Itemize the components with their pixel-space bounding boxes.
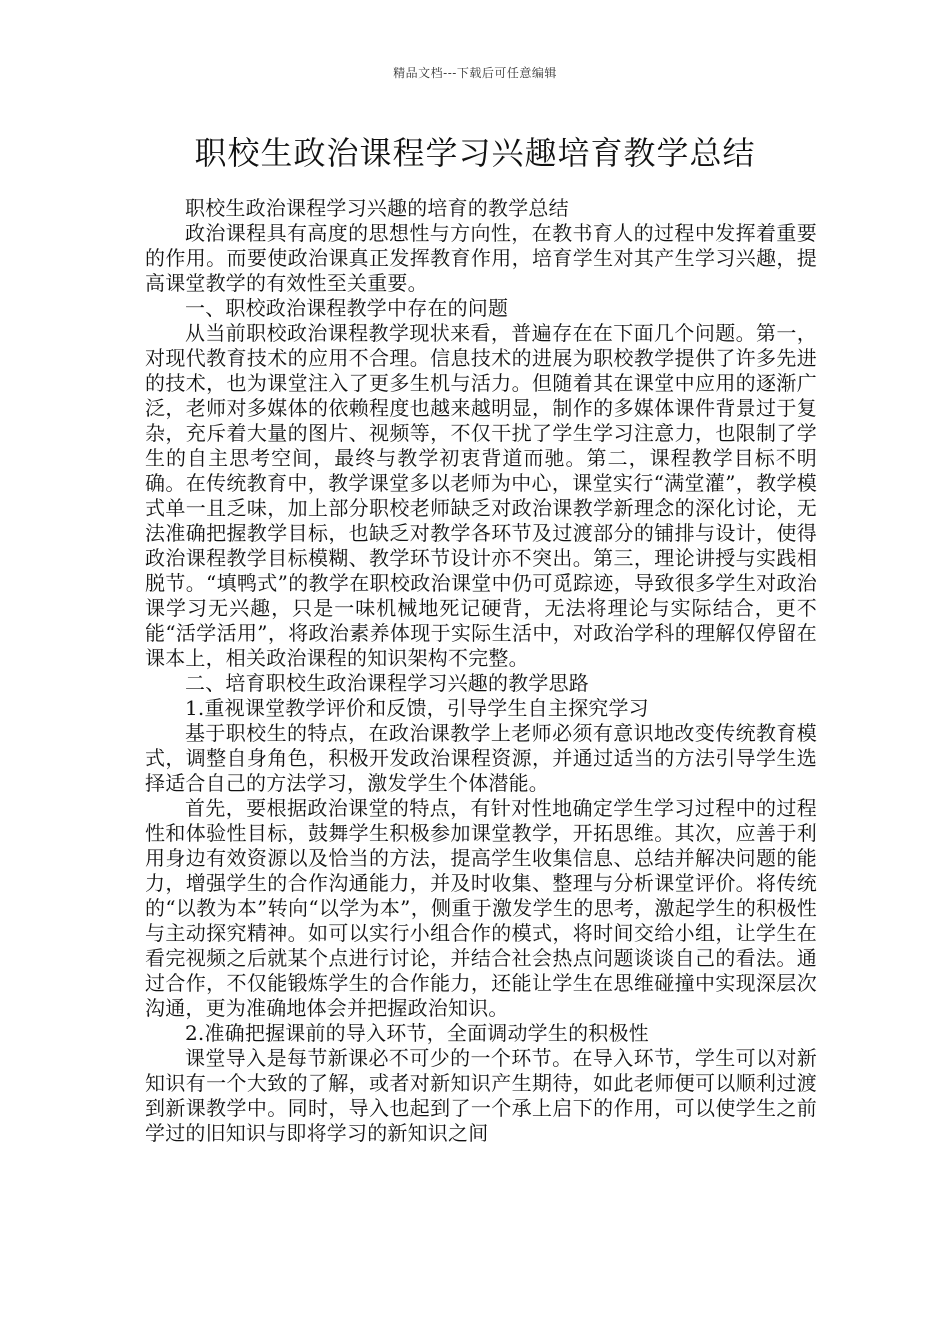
section-heading-problems: 一、职校政治课程教学中存在的问题 — [185, 296, 509, 320]
subheading-introduction: 2.准确把握课前的导入环节，全面调动学生的积极性 — [185, 1021, 649, 1045]
paragraph-methods: 首先，要根据政治课堂的特点，有针对性地确定学生学习过程中的过程性和体验性目标，鼓舞学生积极参加课堂教学，开拓思维。其次，应善于利用身边有效资源以及恰当的方法，提高学生收集信息、总结并解决问题的能力，增强学生的合作沟通能力，并及时收集、整理与分析课堂评价。将传统的“以教为本”转向“以学为本”，侧重于激发学生的思考，激起学生的积极性与主动探究精神。如可以实行小组合作的模式，将时间交给小组，让学生在看完视频之后就某个点进行讨论，并结合社会热点问题谈谈自己的看法。通过合作，不仅能锻炼学生的合作能力，还能让学生在思维碰撞中实现深层次沟通，更为准确地体会并把握政治知识。 — [145, 796, 817, 1020]
paragraph-evaluation: 基于职校生的特点，在政治课教学上老师必须有意识地改变传统教育模式，调整自身角色，积极开发政治课程资源，并通过适当的方法引导学生选择适合自己的方法学习，激发学生个体潜能。 — [145, 721, 817, 795]
document-body — [145, 196, 817, 1146]
paragraph-intro: 政治课程具有高度的思想性与方向性，在教书育人的过程中发挥着重要的作用。而要使政治课真正发挥教育作用，培育学生对其产生学习兴趣，提高课堂教学的有效性至关重要。 — [145, 221, 817, 295]
header-note: 精品文档---下载后可任意编辑 — [393, 66, 557, 80]
paragraph-introduction: 课堂导入是每节新课必不可少的一个环节。在导入环节，学生可以对新知识有一个大致的了解，或者对新知识产生期待，如此老师便可以顺利过渡到新课教学中。同时，导入也起到了一个承上启下的作用，可以使学生之前学过的旧知识与即将学习的新知识之间 — [145, 1046, 817, 1145]
section-heading-approach: 二、培育职校生政治课程学习兴趣的教学思路 — [185, 671, 589, 695]
subheading-evaluation: 1.重视课堂教学评价和反馈，引导学生自主探究学习 — [185, 696, 649, 720]
paragraph-problems: 从当前职校政治课程教学现状来看，普遍存在在下面几个问题。第一，对现代教育技术的应用不合理。信息技术的进展为职校教学提供了许多先进的技术，也为课堂注入了更多生机与活力。但随着其在课堂中应用的逐渐广泛，老师对多媒体的依赖程度也越来越明显，制作的多媒体课件背景过于复杂，充斥着大量的图片、视频等，不仅干扰了学生学习注意力，也限制了学生的自主思考空间，最终与教学初衷背道而驰。第二，课程教学目标不明确。在传统教育中，教学课堂多以老师为中心，课堂实行“满堂灌”，教学模式单一且乏味，加上部分职校老师缺乏对政治课教学新理念的深化讨论，无法准确把握教学目标，也缺乏对教学各环节及过渡部分的铺排与设计，使得政治课程教学目标模糊、教学环节设计亦不突出。第三，理论讲授与实践相脱节。“填鸭式”的教学在职校政治课堂中仍可觅踪迹，导致很多学生对政治课学习无兴趣，只是一味机械地死记硬背，无法将理论与实际结合，更不能“活学活用”，将政治素养体现于实际生活中，对政治学科的理解仅停留在课本上，相关政治课程的知识架构不完整。 — [145, 321, 817, 670]
document-title: 职校生政治课程学习兴趣培育教学总结 — [194, 134, 756, 172]
paragraph-subtitle: 职校生政治课程学习兴趣的培育的教学总结 — [185, 196, 569, 220]
